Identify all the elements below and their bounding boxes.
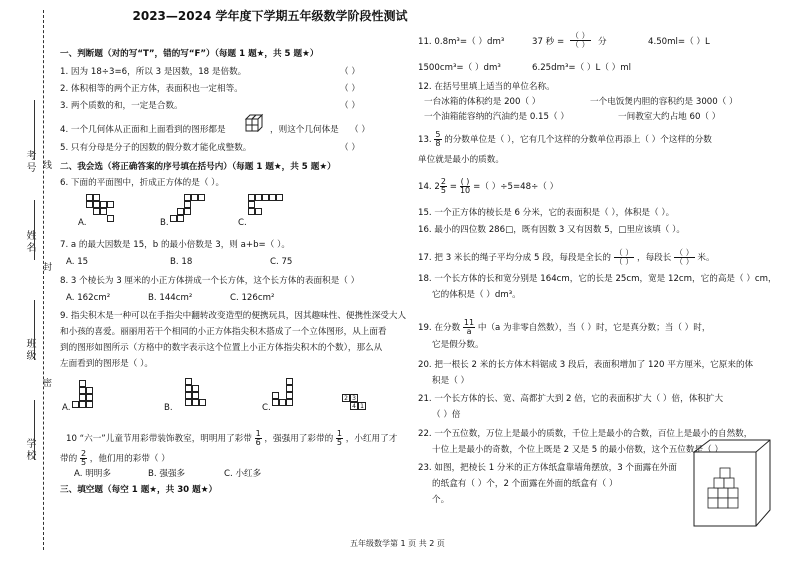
q23-line-a: 23. 如图，把棱长 1 分米的正方体纸盒靠墙角摆放，3 个面露在外面 [418, 463, 677, 473]
q12-b: 一个电饭煲内胆的容积约是 3000（ ） [590, 97, 738, 107]
q11-b: 37 秒 = [532, 37, 565, 47]
q15-text: 15. 一个正方体的棱长是 6 分米，它的表面积是（ ），体积是（ ）。 [418, 208, 675, 218]
q2-blank[interactable]: （ ） [340, 84, 360, 94]
fraction [434, 131, 441, 148]
q6-net-a [80, 194, 140, 234]
fraction [80, 450, 87, 467]
q23-line-b: 的纸盒有（ ）个，2 个面露在外面的纸盒有（ ） [432, 479, 618, 489]
q10-part-d: 带的 [60, 454, 78, 464]
frac-den: 8 [435, 139, 441, 148]
frac-num: 1 [336, 429, 343, 438]
q12-text: 12. 在括号里填上适当的单位名称。 [418, 82, 555, 92]
fraction [674, 249, 695, 266]
q20-line-a: 20. 把一根长 2 米的长方体木料锯成 3 段后，表面积增加了 120 平方厘米，它原来的体 [418, 360, 754, 370]
q4-blank[interactable]: （ ） [350, 125, 370, 135]
fraction [463, 319, 475, 336]
fraction [336, 430, 343, 447]
q11-a: 11. 0.8m³=（ ）dm³ [418, 37, 505, 47]
q17-part-b: ，每段长 [636, 253, 672, 263]
q1-text: 1. 因为 18÷3=6，所以 3 是因数，18 是倍数。 [60, 67, 247, 77]
q22-line-b: 十位上是最小的奇数，个位上既是 2 又是 5 的最小倍数，这个五位数是（ ） [432, 445, 724, 455]
frac-num: 11 [463, 318, 475, 327]
q6-label-a: A. [78, 218, 87, 228]
q5-text: 5. 只有分母是分子的因数的假分数才能化成整数。 [60, 143, 252, 153]
q10-part-a: 10 “六一”儿童节用彩带装饰教室，明明用了彩带 [66, 434, 252, 444]
q14-line [418, 178, 558, 195]
q13-num: 13. [418, 135, 432, 145]
section1-heading: 一、判断题（对的写“T”，错的写“F”）（每题 1 题★，共 5 题★） [60, 49, 319, 59]
q11-c: 分 [598, 37, 607, 47]
q9-line-2: 和小孩的喜爱。丽丽用若干个相同的小正方体指尖积木搭成了一个立体图形，从上面看 [60, 327, 387, 337]
q10-part-e: ，他们用的彩带（ ） [89, 454, 170, 464]
fraction [614, 249, 635, 266]
frac-num: 2 [80, 449, 87, 458]
q7-opt-a: A. 15 [66, 257, 89, 267]
q23-line-c: 个。 [432, 495, 450, 505]
q5-blank[interactable]: （ ） [340, 143, 360, 153]
q17-part-c: 米。 [697, 253, 715, 263]
fraction [440, 178, 447, 195]
q22-line-a: 22. 一个五位数，万位上是最小的质数，千位上是最小的合数，百位上是最小的自然数， [418, 429, 753, 439]
grid-cell: 2 [342, 394, 350, 402]
corner-boxes-figure [690, 438, 776, 530]
frac-num: （ ） [675, 248, 694, 257]
q9-label-c: C. [262, 403, 271, 413]
q9-label-b: B. [164, 403, 173, 413]
fraction [255, 430, 262, 447]
q4-text: 4. 一个几何体从正面和上面看到的图形都是 [60, 125, 226, 135]
q8-opt-c: C. 126cm² [230, 293, 275, 303]
kaohao-line [34, 100, 35, 160]
q12-c: 一个油箱能容纳的汽油约是 0.15（ ） [424, 112, 569, 122]
q3-blank[interactable]: （ ） [340, 101, 360, 111]
q11-f: 6.25dm³=（ ）L（ ）ml [532, 63, 631, 73]
seal-line [43, 10, 44, 550]
q3-text: 3. 两个质数的和，一定是合数。 [60, 101, 183, 111]
frac-num: 2 [440, 177, 446, 186]
page-title: 2023—2024 学年度下学期五年级数学阶段性测试 [132, 9, 408, 23]
label-mi: 密 [41, 378, 51, 389]
q19-part-a: 19. 在分数 [418, 323, 461, 333]
page-footer: 五年级数学第 1 页 共 2 页 [350, 539, 445, 548]
frac-den: a [466, 327, 472, 336]
q10-text-b [60, 450, 170, 467]
q9-label-a: A. [62, 403, 71, 413]
q6-label-c: C. [238, 218, 247, 228]
q9-fig-c [272, 378, 312, 418]
q12-d: 一间教室大约占地 60（ ） [618, 112, 721, 122]
q9-top-view-grid [342, 394, 366, 412]
label-xingming: 姓名 [24, 230, 35, 254]
frac-den: 6 [255, 438, 261, 447]
section2-heading: 二、我会选（将正确答案的序号填在括号内）（每题 1 题★，共 5 题★） [60, 162, 336, 172]
binding-margin [0, 0, 60, 561]
q10-part-c: ，小红用了才 [345, 434, 398, 444]
q9-fig-a [72, 380, 112, 420]
q9-line-1: 9. 指尖积木是一种可以在手指尖中翻转改变造型的便携玩具，因其趣味性、便携性深受大人 [60, 311, 407, 321]
q21-line-b: （ ）倍 [432, 410, 461, 420]
q11-d: 4.50ml=（ ）L [648, 37, 710, 47]
grid-cell: 3 [350, 394, 358, 402]
q10-text-a [66, 430, 397, 447]
label-kaohao: 考号 [24, 150, 35, 174]
fraction [460, 178, 471, 195]
q9-line-4: 左面看到的图形是（ ）。 [60, 359, 153, 369]
q12-a: 一台冰箱的体积约是 200（ ） [424, 97, 541, 107]
frac-den: 10 [459, 186, 471, 195]
q8-text: 8. 3 个棱长为 3 厘米的小正方体拼成一个长方体，这个长方体的表面积是（ ） [60, 276, 360, 286]
label-feng: 封 [41, 262, 51, 273]
q1-blank[interactable]: （ ） [340, 67, 360, 77]
q7-opt-b: B. 18 [170, 257, 193, 267]
q6-text: 6. 下面的平面图中，折成正方体的是（ ）。 [60, 178, 225, 188]
label-banji: 班级 [24, 338, 35, 362]
q18-line-a: 18. 一个长方体的长和宽分别是 164cm，它的长是 25cm，宽是 12cm，它的高是（ ）cm， [418, 274, 777, 284]
q10-part-b: ，强强用了彩带的 [264, 434, 334, 444]
q14-int: 2 [434, 182, 440, 192]
q6-net-b [170, 194, 230, 234]
frac-num: ( ) [460, 177, 470, 186]
q19-part-b: 中（a 为非零自然数），当（ ）时，它是真分数；当（ ）时， [477, 323, 711, 333]
frac-den: 5 [80, 458, 87, 467]
label-xian: 线 [41, 160, 51, 171]
xingming-line [34, 200, 35, 260]
q14-num: 14. [418, 182, 432, 192]
frac-num: 1 [255, 429, 261, 438]
q10-opt-a: A. 明明多 [74, 469, 111, 479]
q16-text: 16. 最小的四位数 286□，既有因数 3 又有因数 5，□里应该填（ ）。 [418, 225, 685, 235]
q10-opt-c: C. 小红多 [224, 469, 262, 479]
q4-tail: ，则这个几何体是 [270, 125, 339, 135]
label-xuexiao: 学校 [24, 438, 35, 462]
frac-num: 5 [435, 130, 441, 139]
q19-line-a [418, 319, 710, 336]
frac-den: （ ） [614, 257, 634, 266]
q19-line-b: 它是假分数。 [432, 340, 484, 350]
section3-heading: 三、填空题（每空 1 题★，共 30 题★） [60, 485, 218, 495]
q6-label-b: B. [160, 218, 169, 228]
fraction [570, 32, 591, 49]
q17-part-a: 17. 把 3 米长的绳子平均分成 5 段，每段是全长的 [418, 253, 611, 263]
xuexiao-line [34, 400, 35, 460]
grid-cell: 4 [350, 402, 358, 410]
q13-line-b: 单位就是最小的质数。 [418, 155, 504, 165]
q7-text: 7. a 的最大因数是 15，b 的最小倍数是 3，则 a+b=（ ）。 [60, 240, 290, 250]
q10-opt-b: B. 强强多 [148, 469, 186, 479]
q2-text: 2. 体积相等的两个正方体，表面积也一定相等。 [60, 84, 243, 94]
q11-e: 1500cm³=（ ）dm³ [418, 63, 501, 73]
frac-den: 5 [336, 438, 343, 447]
frac-num: （ ） [571, 31, 590, 40]
q8-opt-b: B. 144cm² [148, 293, 193, 303]
q9-line-3: 到的图形如图所示（方格中的数字表示这个位置上小正方体指尖积木的个数），那么从 [60, 343, 383, 353]
q13-text: 的分数单位是（ ），它有几个这样的分数单位再添上（ ）个这样的分数 [444, 135, 712, 145]
q21-line-a: 21. 一个长方体的长、宽、高都扩大到 2 倍，它的表面积扩大（ ）倍，体积扩大 [418, 394, 724, 404]
cube-figure-icon [244, 112, 266, 132]
q6-net-c [248, 194, 308, 234]
q14-tail: =（ ）÷5=48÷（ ） [473, 182, 559, 192]
q9-fig-b [178, 378, 218, 418]
q8-opt-a: A. 162cm² [66, 293, 111, 303]
grid-cell: 1 [358, 402, 366, 410]
frac-den: （ ） [675, 257, 694, 266]
q20-line-b: 积是（ ） [432, 376, 470, 386]
frac-den: （ ） [571, 40, 590, 49]
q18-line-b: 它的体积是（ ）dm³。 [432, 290, 521, 300]
q17-line [418, 249, 715, 266]
q7-opt-c: C. 75 [270, 257, 293, 267]
equals: = [449, 182, 457, 192]
frac-num: （ ） [614, 248, 634, 257]
q13-line-a [418, 131, 712, 148]
frac-den: 5 [440, 186, 446, 195]
banji-line [34, 300, 35, 360]
